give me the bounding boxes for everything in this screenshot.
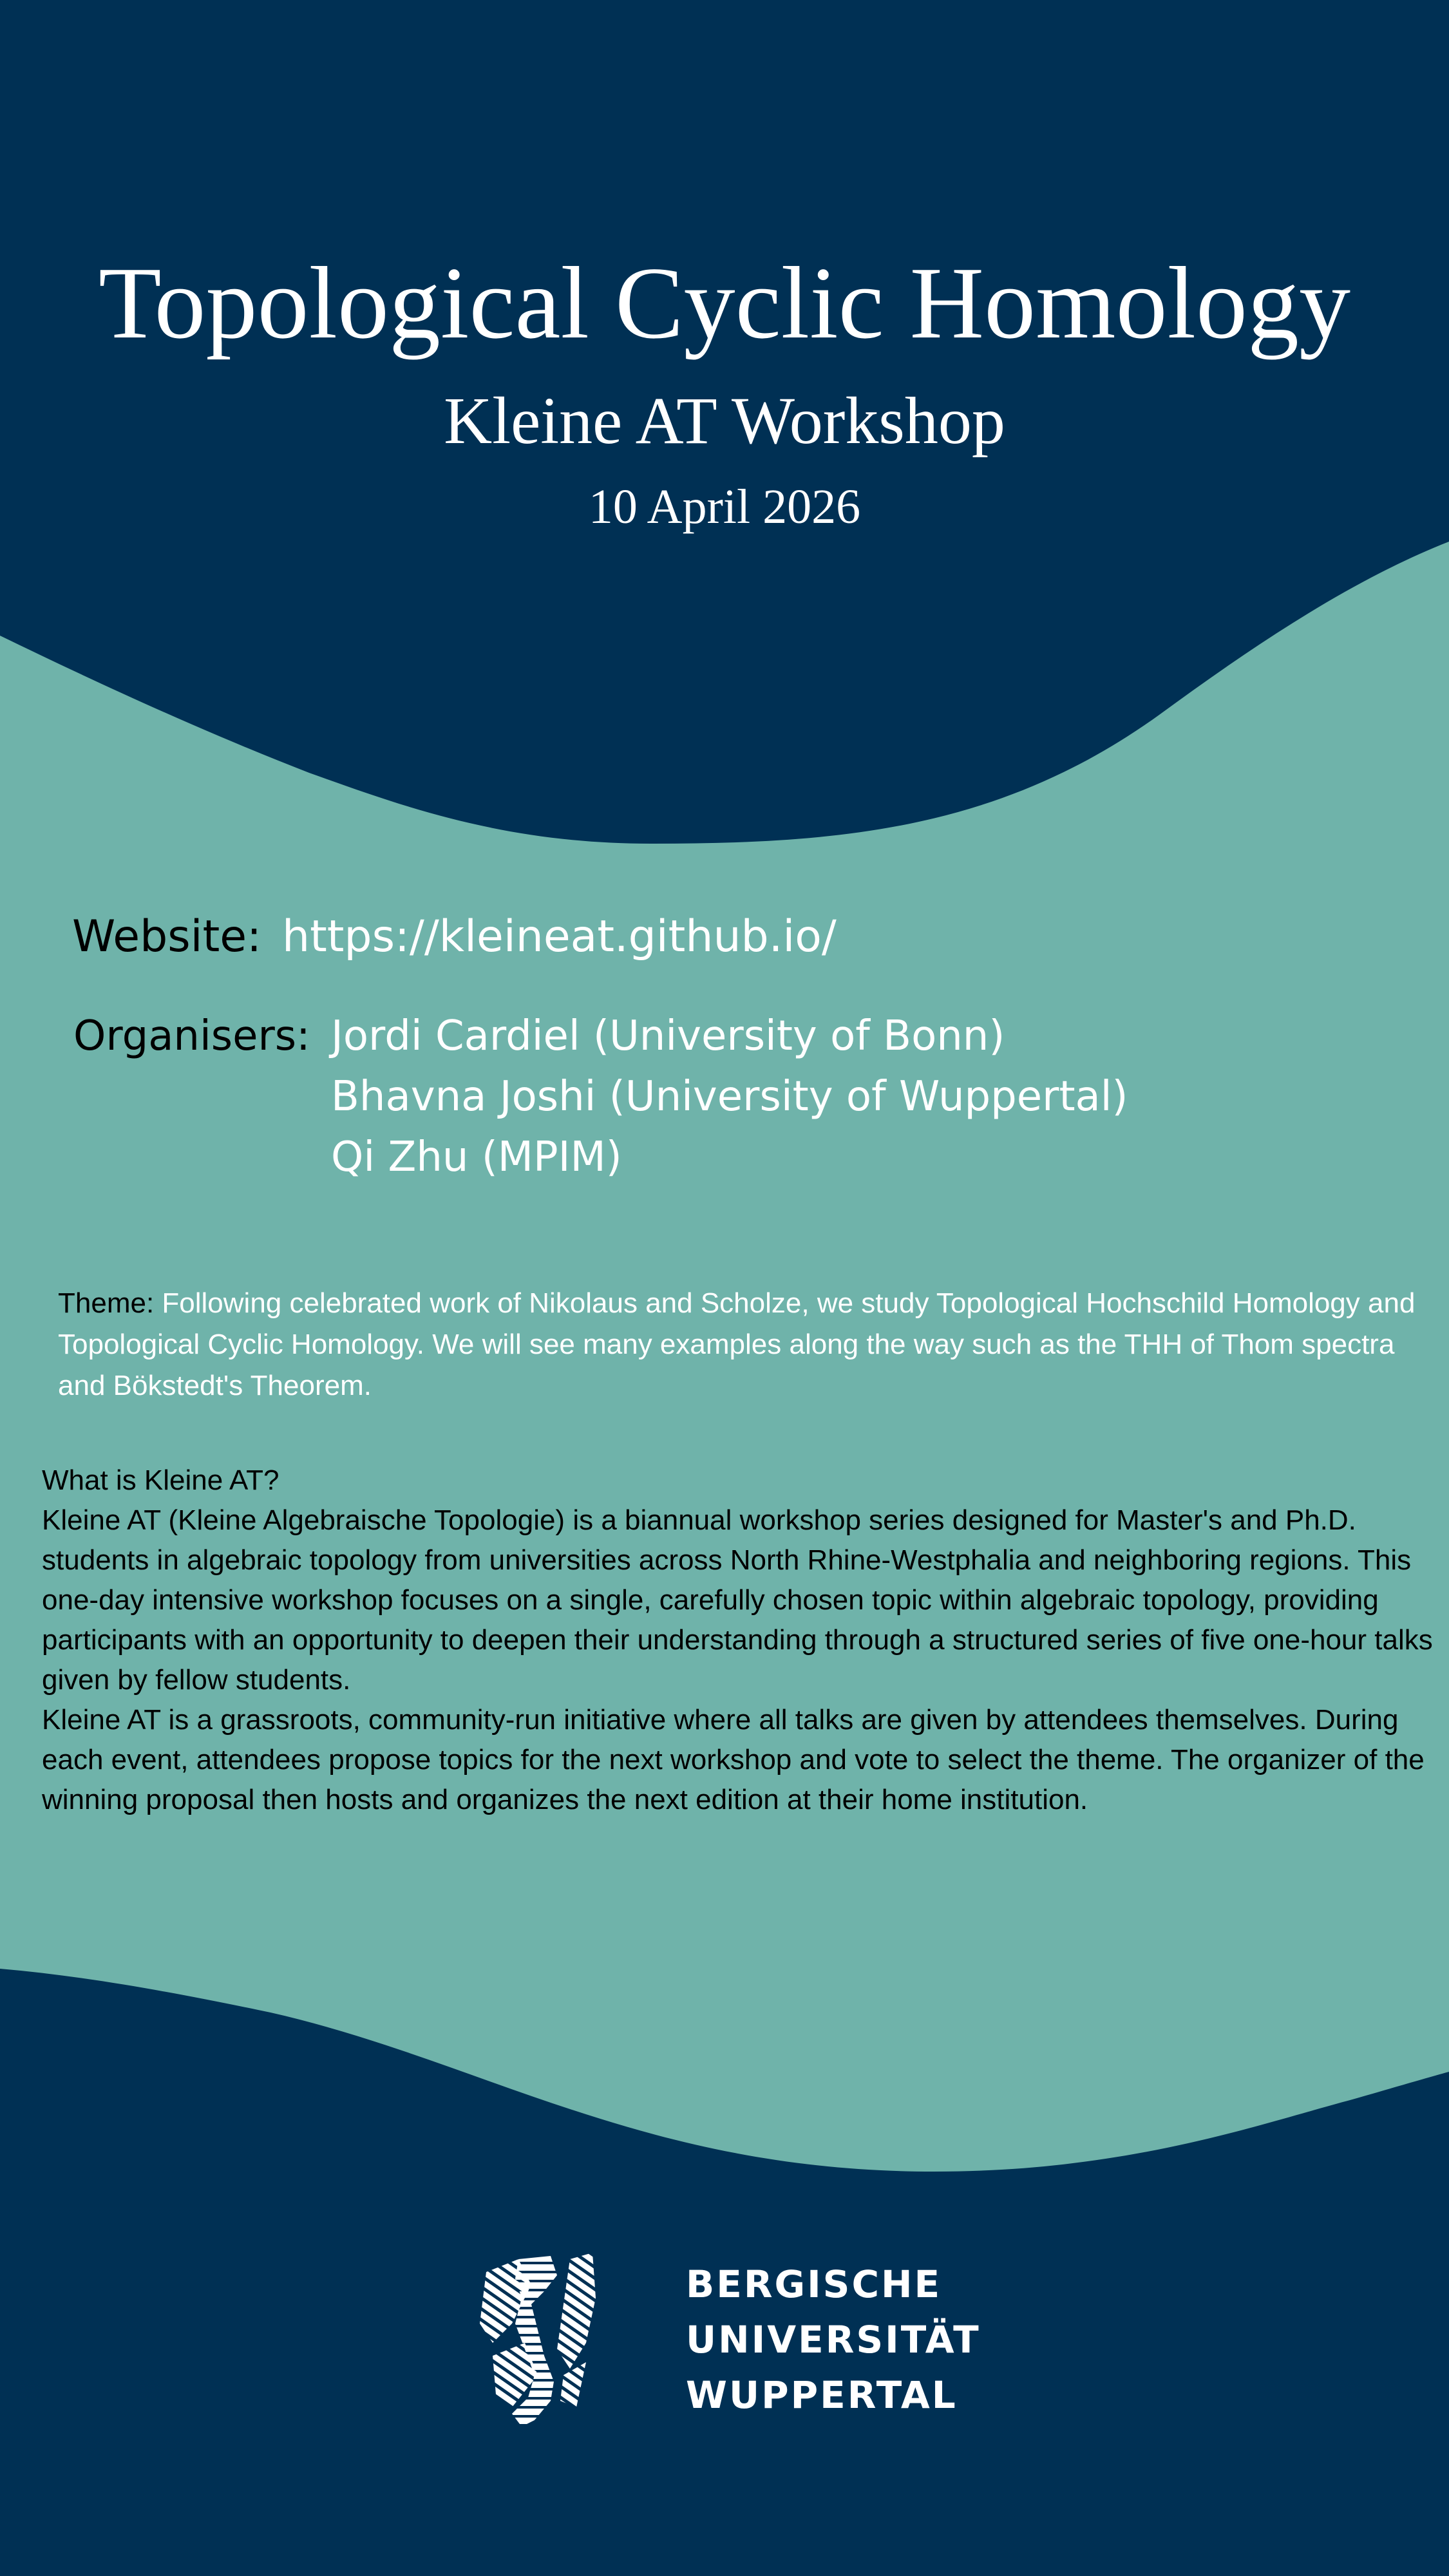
theme-text: Following celebrated work of Nikolaus and Scholze, we study Topological Hochschild Homology and Topological Cyclic Homology. We will see many examples along the way such as the THH of Thom spectra and Bökstedt's Theorem. — [58, 1287, 1416, 1401]
university-logo — [473, 2246, 989, 2433]
theme-block — [58, 1283, 1423, 1406]
wuppertal-lion-icon — [473, 2246, 647, 2433]
website-link[interactable]: https://kleineat.github.io/ — [282, 911, 837, 962]
university-name — [686, 2257, 981, 2423]
theme-label: Theme: — [58, 1287, 155, 1319]
about-section — [42, 1461, 1439, 1820]
about-paragraph-2: Kleine AT is a grassroots, community-run initiative where all talks are given by attendees themselves. During each event, attendees propose topics for the next workshop and vote to select the theme. The organizer of the winning proposal then hosts and organizes the next edition at their home institution. — [42, 1704, 1425, 1815]
university-name-line: BERGISCHE — [686, 2262, 942, 2306]
about-paragraph-1: Kleine AT (Kleine Algebraische Topologie) is a biannual workshop series designed for Master's and Ph.D. students in algebraic topology from universities across North Rhine-Westphalia and neighboring regions. This one-day intensive workshop focuses on a single, carefully chosen topic within algebraic topology, providing participants with an opportunity to deepen their understanding through a structured series of five one-hour talks given by fellow students. — [42, 1504, 1433, 1696]
organiser-item: Qi Zhu (MPIM) — [331, 1133, 622, 1181]
website-label: Website: — [72, 911, 261, 962]
poster-title: Topological Cyclic Homology — [98, 245, 1351, 360]
website-row — [72, 908, 837, 966]
about-heading: What is Kleine AT? — [42, 1464, 279, 1496]
workshop-subtitle: Kleine AT Workshop — [444, 384, 1005, 458]
university-name-line: UNIVERSITÄT — [686, 2318, 981, 2362]
organisers-list — [331, 1006, 1128, 1188]
university-name-line: WUPPERTAL — [686, 2373, 958, 2417]
organiser-item: Jordi Cardiel (University of Bonn) — [331, 1012, 1005, 1060]
event-date: 10 April 2026 — [588, 480, 861, 534]
organisers-label: Organisers: — [73, 1012, 310, 1060]
organisers-row — [73, 1006, 1128, 1188]
organiser-item: Bhavna Joshi (University of Wuppertal) — [331, 1073, 1128, 1121]
